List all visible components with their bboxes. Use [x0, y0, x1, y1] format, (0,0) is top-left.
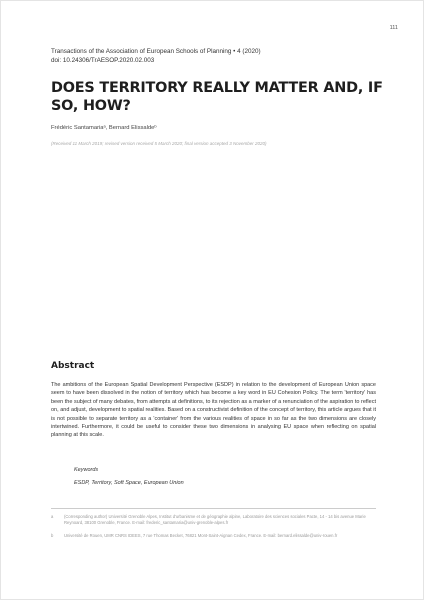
keywords-label: Keywords [74, 467, 99, 473]
article-authors: Frédéric Santamariaᵃ, Bernard Elissaldeᵇ [51, 125, 157, 131]
journal-info [51, 47, 381, 65]
footnote-divider [51, 508, 376, 509]
footnote-mark: a [51, 514, 54, 519]
journal-citation: Transactions of the Association of European Schools of Planning • 4 (2020) [51, 48, 261, 55]
page-number: 111 [389, 25, 398, 31]
article-title: DOES TERRITORY REALLY MATTER AND, IF SO, HOW? [51, 80, 383, 114]
abstract-heading: Abstract [51, 361, 95, 371]
journal-doi[interactable]: doi: 10.24306/TrAESOP.2020.02.003 [51, 57, 155, 64]
footnote-mark: b [51, 533, 54, 538]
footnote-text: Université de Rouen, UMR CNRS IDEES, 7 rue Thomas Becket, 76821 Mont-Saint-Aignan Cedex, France. E-mail: bernard.elissalde@univ-rouen.fr [64, 533, 338, 538]
footnote-author-a [51, 514, 371, 526]
keywords-list: ESDP, Territory, Soft Space, European Union [74, 480, 184, 486]
received-dates: (Received 11 March 2019; revised version received 5 March 2020; final version accepted 3 November 2020) [51, 141, 267, 146]
footnote-text: (Corresponding author) Université Grenoble Alpes, Institut d'urbanisme et de géographie alpine, Laboratoire des sciences sociales Pacte, 14 - 14 bis avenue Marie Reynoard, 38100 Grenoble, France. E-mail: frederic_santamaria@univ-grenoble-alpes.fr [64, 514, 366, 526]
abstract-text: The ambitions of the European Spatial Development Perspective (ESDP) in relation to the development of European Union space seem to have been dissolved in the notion of territory which has become a key word in EU Cohesion Policy. The term 'territory' has been the subject of many debates, from attempts at definitions, to its rejection as a marker of a renunciation of the aspiration to reflect on, and adjust, development to spatial realities. Based on a constructivist definition of the concept of territory, this article argues that it is not possible to separate territory as a 'container' from the various realities of space in so far as the two dimensions are closely intertwined. Furthermore, it could be useful to consider these two dimensions in analysing EU space when reflecting on spatial planning at this scale. [51, 382, 376, 439]
footnote-author-b [51, 533, 371, 539]
